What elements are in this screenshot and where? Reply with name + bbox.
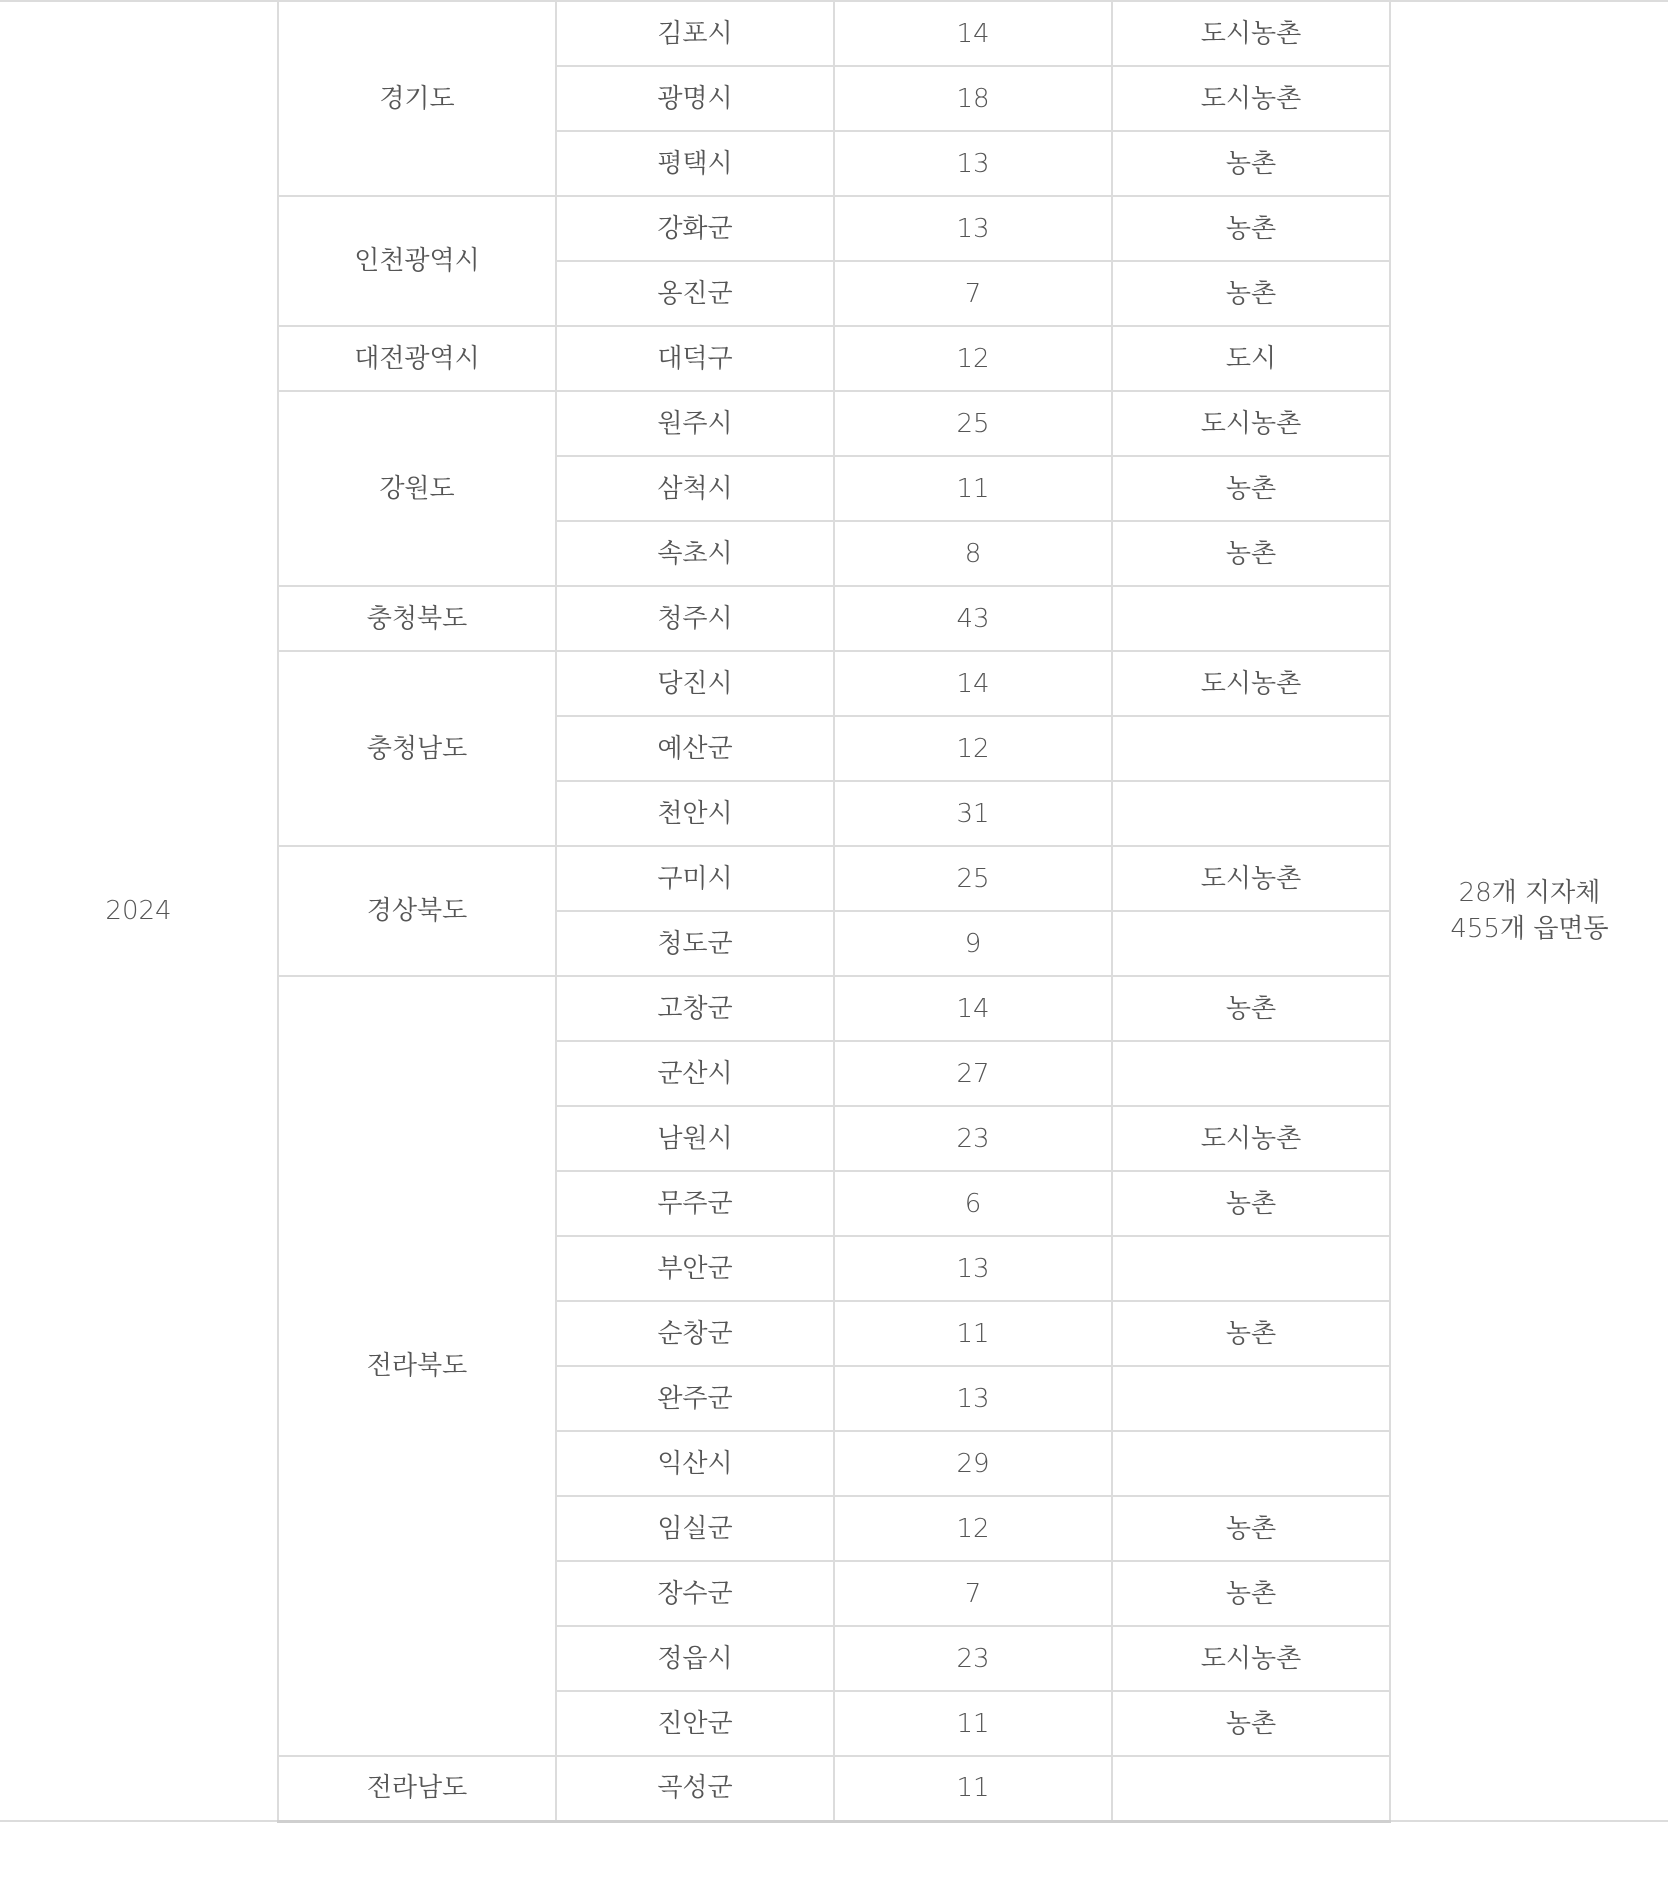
district-count-cell: 14 xyxy=(834,651,1112,716)
district-count-cell: 11 xyxy=(834,1691,1112,1756)
district-count-cell: 23 xyxy=(834,1626,1112,1691)
city-name-cell: 천안시 xyxy=(556,781,834,846)
district-count-cell: 27 xyxy=(834,1041,1112,1106)
district-count-cell: 18 xyxy=(834,66,1112,131)
district-count-cell: 43 xyxy=(834,586,1112,651)
city-name-cell: 남원시 xyxy=(556,1106,834,1171)
city-name-cell: 고창군 xyxy=(556,976,834,1041)
city-name-cell: 청주시 xyxy=(556,586,834,651)
province-cell: 충청북도 xyxy=(278,586,556,651)
summary-municipality-count: 28개 지자체 xyxy=(1458,878,1601,908)
district-count-cell: 14 xyxy=(834,1,1112,66)
area-type-cell: 농촌 xyxy=(1112,261,1390,326)
city-name-cell: 옹진군 xyxy=(556,261,834,326)
district-count-cell: 11 xyxy=(834,1756,1112,1821)
city-name-cell: 장수군 xyxy=(556,1561,834,1626)
district-count-cell: 12 xyxy=(834,326,1112,391)
area-type-cell: 도시농촌 xyxy=(1112,1626,1390,1691)
year-cell: 2024 xyxy=(0,1,278,1821)
summary-district-count: 455개 읍면동 xyxy=(1450,914,1609,944)
district-count-cell: 23 xyxy=(834,1106,1112,1171)
city-name-cell: 광명시 xyxy=(556,66,834,131)
district-count-cell: 12 xyxy=(834,1496,1112,1561)
city-name-cell: 순창군 xyxy=(556,1301,834,1366)
district-count-cell: 9 xyxy=(834,911,1112,976)
city-name-cell: 익산시 xyxy=(556,1431,834,1496)
district-count-cell: 13 xyxy=(834,1236,1112,1301)
table-row xyxy=(0,1,1668,66)
city-name-cell: 부안군 xyxy=(556,1236,834,1301)
district-count-cell: 13 xyxy=(834,196,1112,261)
city-name-cell: 정읍시 xyxy=(556,1626,834,1691)
district-count-cell: 25 xyxy=(834,391,1112,456)
area-type-cell: 도시농촌 xyxy=(1112,651,1390,716)
district-count-cell: 29 xyxy=(834,1431,1112,1496)
area-type-cell xyxy=(1112,716,1390,781)
area-type-cell: 농촌 xyxy=(1112,1301,1390,1366)
area-type-cell: 농촌 xyxy=(1112,1496,1390,1561)
city-name-cell: 완주군 xyxy=(556,1366,834,1431)
city-name-cell: 진안군 xyxy=(556,1691,834,1756)
area-type-cell xyxy=(1112,1366,1390,1431)
district-count-cell: 11 xyxy=(834,1301,1112,1366)
area-type-cell: 농촌 xyxy=(1112,521,1390,586)
district-count-cell: 14 xyxy=(834,976,1112,1041)
area-type-cell: 농촌 xyxy=(1112,976,1390,1041)
area-type-cell xyxy=(1112,1431,1390,1496)
province-cell: 전라북도 xyxy=(278,976,556,1756)
province-cell: 대전광역시 xyxy=(278,326,556,391)
area-type-cell: 농촌 xyxy=(1112,1561,1390,1626)
province-cell: 충청남도 xyxy=(278,651,556,846)
city-name-cell: 평택시 xyxy=(556,131,834,196)
area-type-cell xyxy=(1112,911,1390,976)
district-count-cell: 8 xyxy=(834,521,1112,586)
area-type-cell xyxy=(1112,1756,1390,1821)
district-count-cell: 25 xyxy=(834,846,1112,911)
city-name-cell: 원주시 xyxy=(556,391,834,456)
city-name-cell: 군산시 xyxy=(556,1041,834,1106)
city-name-cell: 곡성군 xyxy=(556,1756,834,1821)
city-name-cell: 대덕구 xyxy=(556,326,834,391)
district-count-cell: 12 xyxy=(834,716,1112,781)
district-count-cell: 13 xyxy=(834,131,1112,196)
province-cell: 인천광역시 xyxy=(278,196,556,326)
area-type-cell: 농촌 xyxy=(1112,131,1390,196)
district-count-cell: 11 xyxy=(834,456,1112,521)
province-cell: 경기도 xyxy=(278,1,556,196)
area-type-cell: 도시농촌 xyxy=(1112,66,1390,131)
area-type-cell: 도시 xyxy=(1112,326,1390,391)
area-type-cell xyxy=(1112,586,1390,651)
city-name-cell: 강화군 xyxy=(556,196,834,261)
area-type-cell: 도시농촌 xyxy=(1112,1106,1390,1171)
region-table-body xyxy=(0,1,1668,1821)
province-cell: 경상북도 xyxy=(278,846,556,976)
area-type-cell: 도시농촌 xyxy=(1112,391,1390,456)
city-name-cell: 임실군 xyxy=(556,1496,834,1561)
district-count-cell: 7 xyxy=(834,1561,1112,1626)
area-type-cell xyxy=(1112,1236,1390,1301)
area-type-cell: 도시농촌 xyxy=(1112,846,1390,911)
city-name-cell: 청도군 xyxy=(556,911,834,976)
area-type-cell: 농촌 xyxy=(1112,456,1390,521)
area-type-cell xyxy=(1112,1041,1390,1106)
area-type-cell: 도시농촌 xyxy=(1112,1,1390,66)
province-cell: 전라남도 xyxy=(278,1756,556,1821)
area-type-cell xyxy=(1112,781,1390,846)
city-name-cell: 예산군 xyxy=(556,716,834,781)
city-name-cell: 구미시 xyxy=(556,846,834,911)
city-name-cell: 김포시 xyxy=(556,1,834,66)
city-name-cell: 속초시 xyxy=(556,521,834,586)
district-count-cell: 31 xyxy=(834,781,1112,846)
city-name-cell: 당진시 xyxy=(556,651,834,716)
city-name-cell: 삼척시 xyxy=(556,456,834,521)
area-type-cell: 농촌 xyxy=(1112,1691,1390,1756)
province-cell: 강원도 xyxy=(278,391,556,586)
city-name-cell: 무주군 xyxy=(556,1171,834,1236)
summary-cell xyxy=(1390,1,1668,1821)
area-type-cell: 농촌 xyxy=(1112,1171,1390,1236)
district-count-cell: 6 xyxy=(834,1171,1112,1236)
district-count-cell: 13 xyxy=(834,1366,1112,1431)
area-type-cell: 농촌 xyxy=(1112,196,1390,261)
district-count-cell: 7 xyxy=(834,261,1112,326)
